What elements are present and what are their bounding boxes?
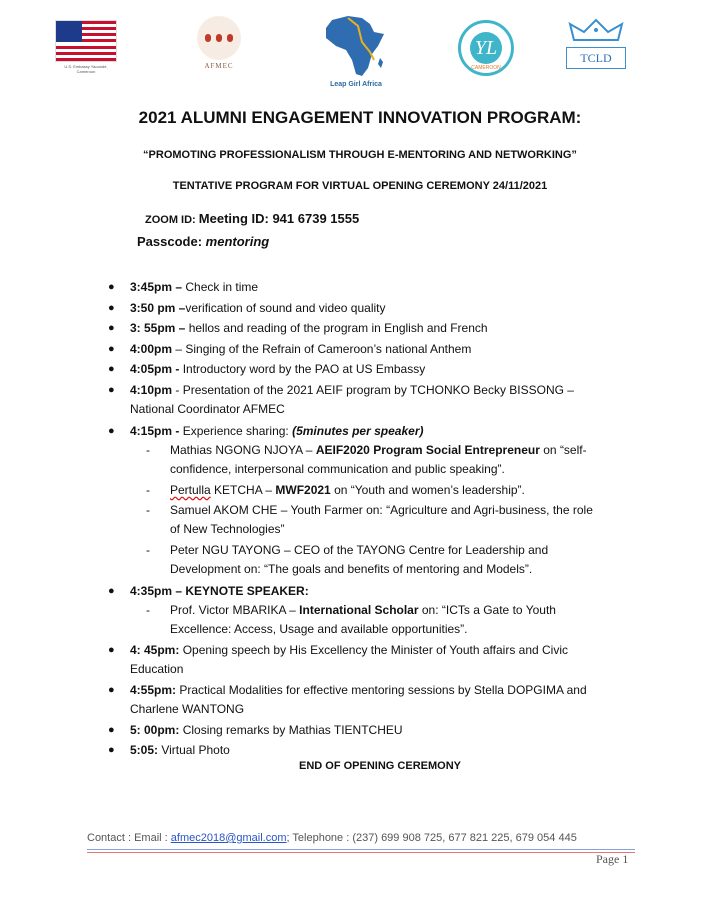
- item-continuation: National Coordinator AFMEC: [130, 402, 285, 416]
- item-time: 5:05:: [130, 743, 159, 757]
- speaker-topic: on: “ICTs a Gate to Youth: [418, 603, 556, 617]
- telephone-numbers: ; Telephone : (237) 699 908 725, 677 821 225, 679 054 445: [286, 832, 577, 844]
- cameroon-ring-icon: [458, 20, 514, 76]
- sub-item: [170, 443, 587, 457]
- us-embassy-caption: U.S. Embassy Yaoundé, Cameroon: [64, 64, 108, 74]
- list-item: [130, 321, 488, 335]
- item-continuation: Education: [130, 662, 184, 676]
- speaker-role: MWF2021: [275, 483, 331, 497]
- bullet-icon: ●: [108, 281, 115, 293]
- item-time: 3: 55pm –: [130, 321, 189, 335]
- end-of-ceremony: END OF OPENING CEREMONY: [299, 760, 461, 772]
- afmec-logo: [196, 16, 242, 76]
- bullet-icon: ●: [108, 302, 115, 314]
- us-embassy-logo: [55, 20, 117, 72]
- bullet-icon: ●: [108, 425, 115, 437]
- item-text: verification of sound and video quality: [185, 301, 386, 315]
- africa-map-icon: [318, 12, 394, 80]
- dash-icon: -: [146, 483, 150, 497]
- leap-girl-africa-wordmark: Leap Girl Africa: [330, 81, 382, 88]
- footer-divider-blue: [87, 849, 635, 850]
- list-item: [130, 424, 423, 438]
- afmec-wordmark: AFMEC: [204, 62, 234, 70]
- passcode-line: [137, 234, 269, 249]
- item-time: 5: 00pm:: [130, 723, 180, 737]
- bullet-icon: ●: [108, 343, 115, 355]
- bullet-icon: ●: [108, 744, 115, 756]
- item-time: 4:10pm: [130, 383, 173, 397]
- item-continuation: Charlene WANTONG: [130, 702, 245, 716]
- item-text: hellos and reading of the program in English and French: [188, 321, 488, 335]
- cameroon-logo-letter: YL: [470, 32, 502, 64]
- item-text: - Presentation of the 2021 AEIF program by TCHONKO Becky BISSONG –: [172, 383, 574, 397]
- item-text: Opening speech by His Excellency the Minister of Youth affairs and Civic: [179, 643, 569, 657]
- document-title: 2021 ALUMNI ENGAGEMENT INNOVATION PROGRAM:: [138, 108, 582, 127]
- sub-item-continuation: confidence, interpersonal communication and public speaking”.: [170, 462, 505, 476]
- email-link[interactable]: afmec2018@gmail.com: [170, 832, 287, 844]
- speaker-topic: on “Youth and women’s leadership”.: [330, 483, 525, 497]
- passcode-label: Passcode:: [137, 234, 206, 249]
- item-text: Introductory word by the PAO at US Embassy: [182, 362, 426, 376]
- bullet-icon: ●: [108, 384, 115, 396]
- cameroon-logo-ring-text: CAMEROON: [471, 65, 501, 71]
- sub-item-continuation: Development on: “The goals and benefits of mentoring and Models”.: [170, 562, 533, 576]
- list-item: [130, 723, 403, 737]
- list-item: [130, 362, 425, 376]
- item-time: 3:50 pm –: [130, 301, 186, 315]
- item-time: 4:00pm: [130, 342, 173, 356]
- sub-item: Samuel AKOM CHE – Youth Farmer on: “Agriculture and Agri-business, the role: [170, 503, 593, 517]
- item-note: (5minutes per speaker): [292, 424, 424, 438]
- speaker-role: AEIF2020 Program Social Entrepreneur: [315, 443, 540, 457]
- cameroon-youth-logo: [458, 20, 518, 80]
- logo-row: [0, 10, 720, 90]
- afmec-seal-icon: [197, 16, 241, 60]
- list-item: [130, 280, 258, 294]
- zoom-id-line: [145, 211, 359, 226]
- leap-girl-africa-logo: [318, 12, 394, 92]
- bullet-icon: ●: [108, 724, 115, 736]
- item-text: – Singing of the Refrain of Cameroon’s national Anthem: [172, 342, 472, 356]
- speaker-name: KETCHA –: [210, 483, 276, 497]
- speaker-name: Mathias NGONG NJOYA –: [170, 443, 316, 457]
- speaker-topic: on “self-: [539, 443, 587, 457]
- speaker-role: International Scholar: [299, 603, 419, 617]
- item-text: Experience sharing:: [182, 424, 293, 438]
- item-time: 3:45pm –: [130, 280, 186, 294]
- page-number: Page 1: [596, 852, 629, 866]
- item-time: 4:15pm -: [130, 424, 183, 438]
- zoom-id-label: ZOOM ID:: [145, 214, 199, 226]
- bullet-icon: ●: [108, 585, 115, 597]
- sub-item: Peter NGU TAYONG – CEO of the TAYONG Centre for Leadership and: [170, 543, 549, 557]
- tcld-wordmark: TCLD: [566, 47, 626, 69]
- list-item: [130, 342, 471, 356]
- item-text: Check in time: [185, 280, 259, 294]
- sub-item: [170, 483, 525, 497]
- sub-item-continuation: Excellence: Access, Usage and available opportunities”.: [170, 622, 468, 636]
- list-item: [130, 301, 386, 315]
- bullet-icon: ●: [108, 363, 115, 375]
- dash-icon: -: [146, 603, 150, 617]
- list-item: 4:35pm – KEYNOTE SPEAKER:: [130, 584, 309, 598]
- list-item: [130, 643, 568, 657]
- tentative-program-heading: TENTATIVE PROGRAM FOR VIRTUAL OPENING CEREMONY 24/11/2021: [172, 180, 548, 192]
- list-item: [130, 383, 574, 397]
- bullet-icon: ●: [108, 684, 115, 696]
- bullet-icon: ●: [108, 322, 115, 334]
- item-text: Closing remarks by Mathias TIENTCHEU: [179, 723, 403, 737]
- footer-contact: [87, 832, 577, 844]
- item-time: 4:05pm -: [130, 362, 183, 376]
- item-text: Practical Modalities for effective mentoring sessions by Stella DOPGIMA and: [176, 683, 587, 697]
- contact-prefix: Contact : Email :: [87, 832, 171, 844]
- speaker-first-name: Pertulla: [170, 483, 211, 497]
- tcld-logo: [560, 18, 632, 78]
- dash-icon: -: [146, 443, 150, 457]
- sub-item: [170, 603, 556, 617]
- item-time: 4: 45pm:: [130, 643, 180, 657]
- dash-icon: -: [146, 543, 150, 557]
- crown-icon: [566, 18, 626, 42]
- passcode-value: mentoring: [205, 234, 270, 249]
- item-time: 4:55pm:: [130, 683, 177, 697]
- bullet-icon: ●: [108, 644, 115, 656]
- item-text: Virtual Photo: [158, 743, 230, 757]
- speaker-name: Prof. Victor MBARIKA –: [170, 603, 300, 617]
- meeting-id: Meeting ID: 941 6739 1555: [198, 211, 360, 226]
- sub-item-continuation: of New Technologies”: [170, 522, 285, 536]
- document-subtitle: “PROMOTING PROFESSIONALISM THROUGH E-MENTORING AND NETWORKING”: [143, 149, 577, 161]
- list-item: [130, 743, 230, 757]
- footer-divider-red: [87, 852, 635, 853]
- dash-icon: -: [146, 503, 150, 517]
- us-flag-icon: [55, 20, 117, 62]
- list-item: [130, 683, 587, 697]
